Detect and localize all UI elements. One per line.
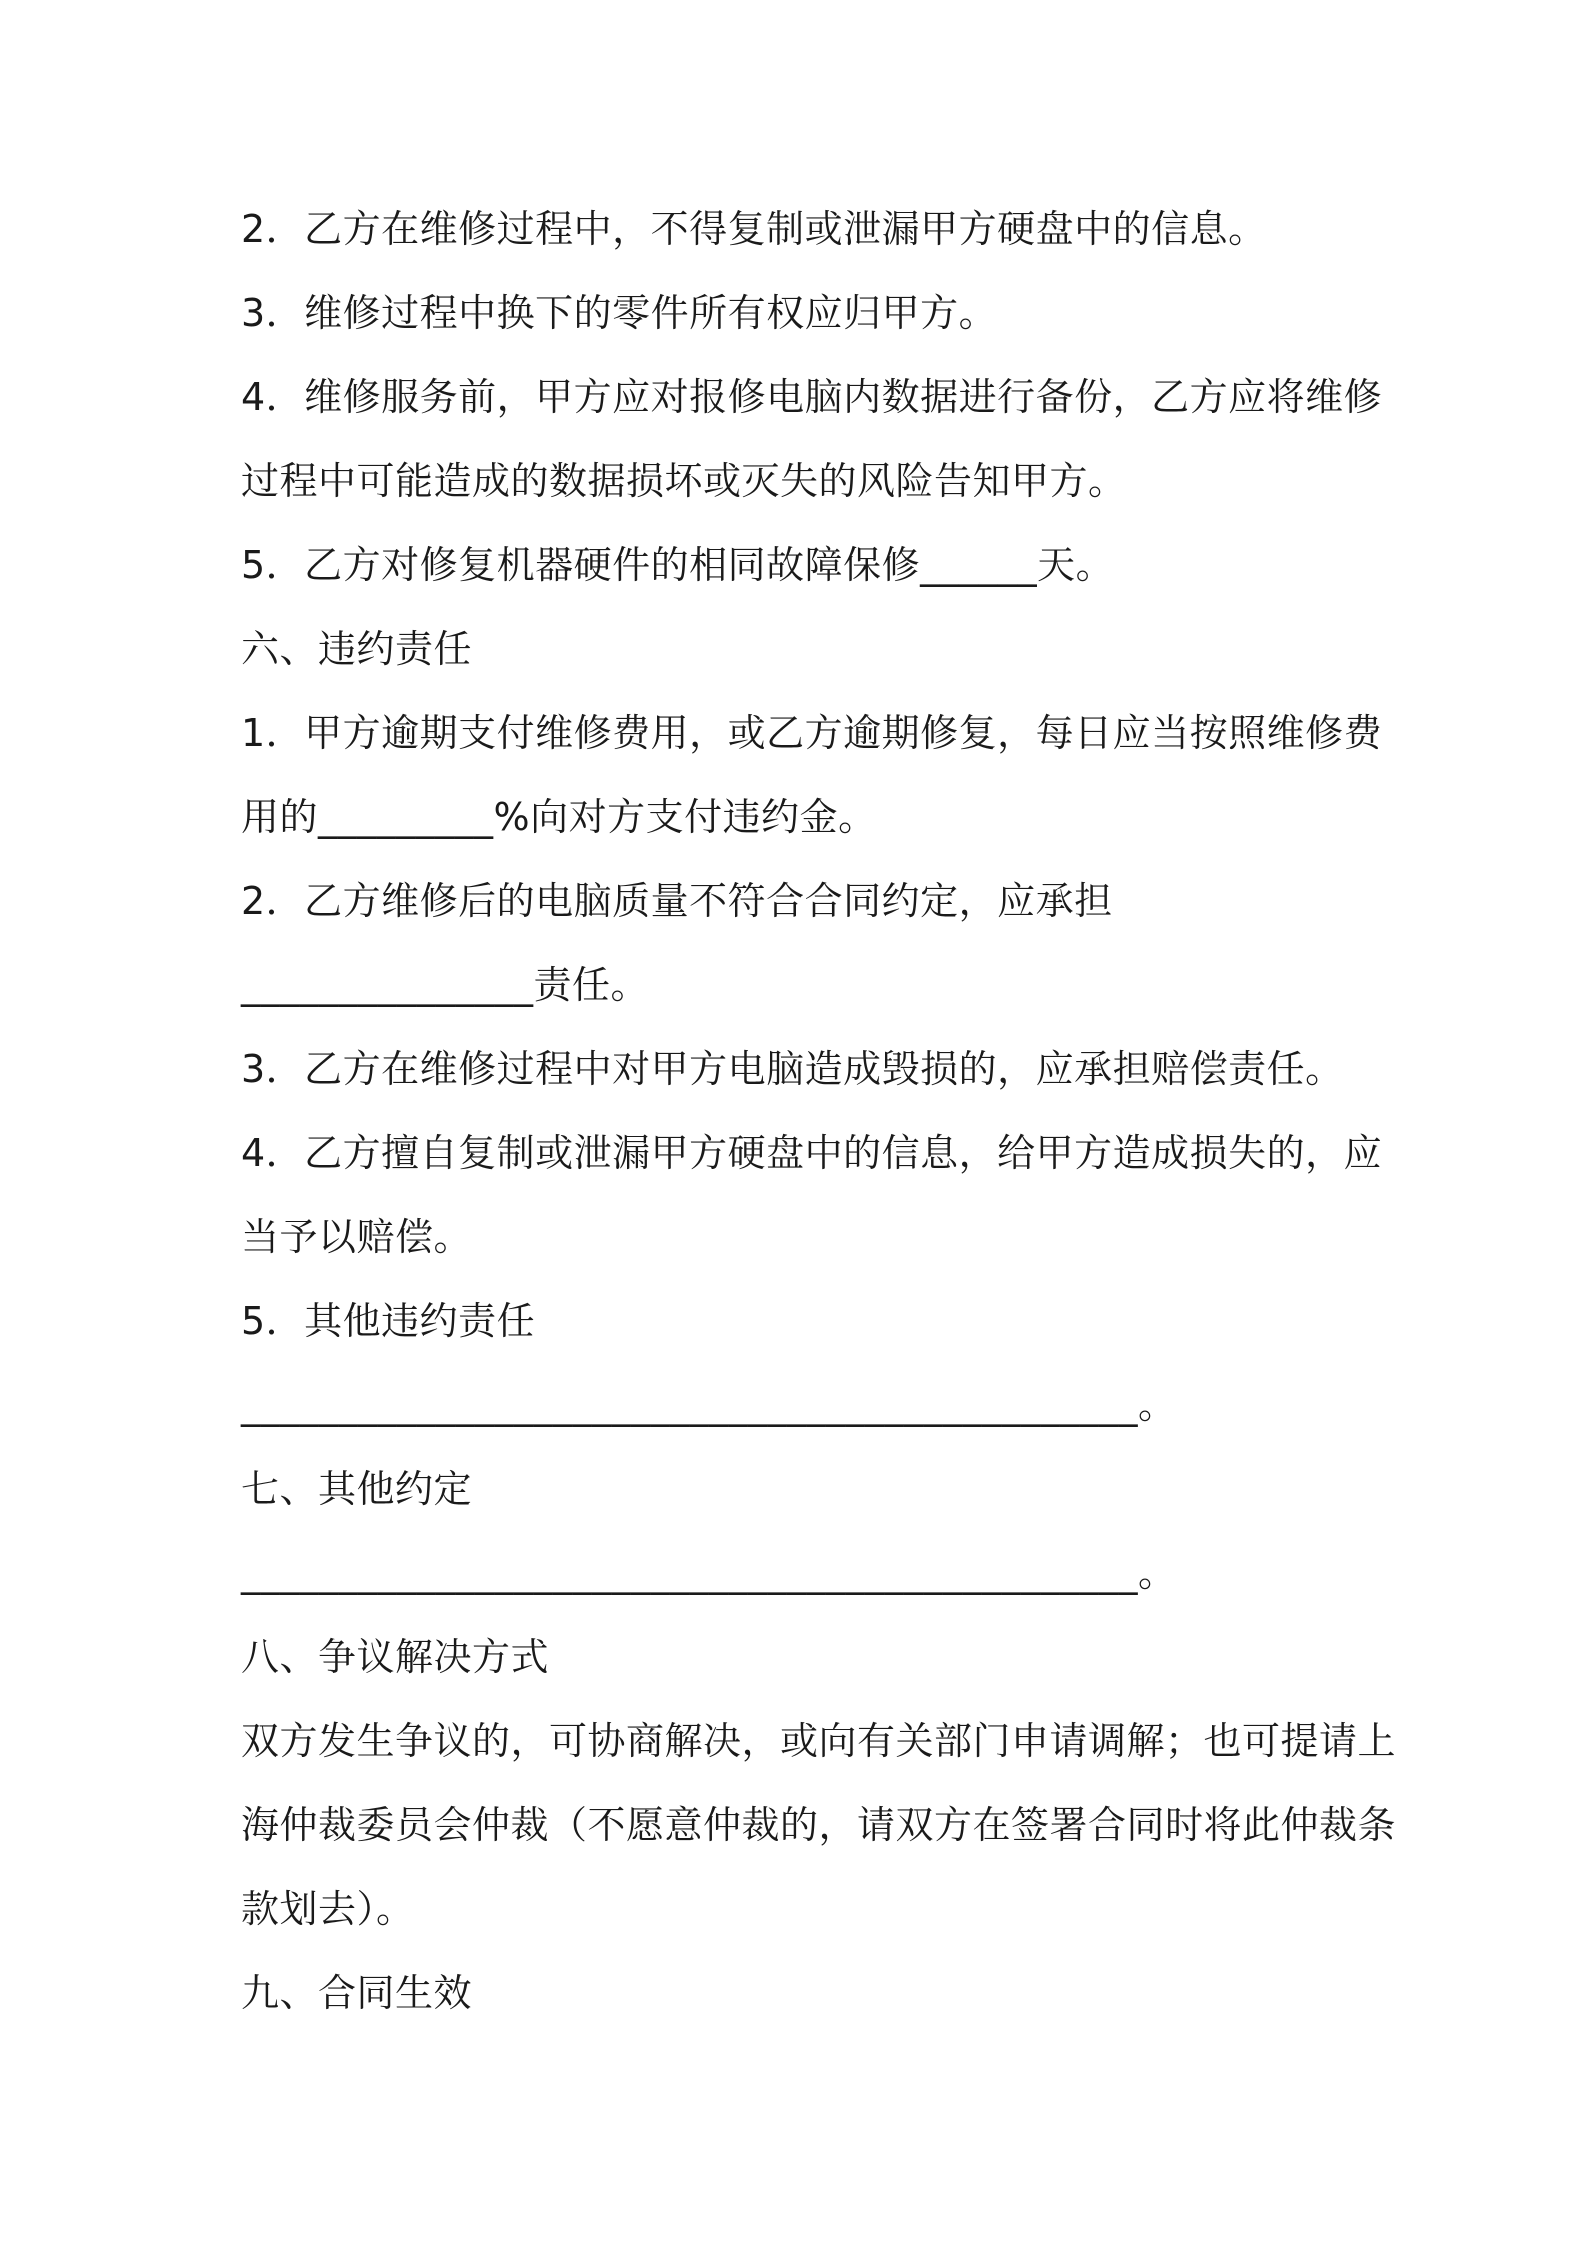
section-heading-6: 六、违约责任 — [241, 627, 473, 671]
section-7-blank: ______________________________________________。 — [241, 1551, 1177, 1595]
section-heading-8: 八、争议解决方式 — [241, 1635, 550, 1679]
clause-6-5-blank: ______________________________________________。 — [241, 1383, 1177, 1427]
clause-5-5: 5．乙方对修复机器硬件的相同故障保修______天。 — [241, 543, 1115, 587]
clause-5-4-line-1: 4．维修服务前，甲方应对报修电脑内数据进行备份，乙方应将维修 — [241, 375, 1383, 419]
clause-6-5: 5．其他违约责任 — [241, 1299, 536, 1343]
clause-5-4-line-2: 过程中可能造成的数据损坏或灭失的风险告知甲方。 — [241, 459, 1127, 503]
clause-6-2-line-2: _______________责任。 — [241, 963, 650, 1007]
section-heading-9: 九、合同生效 — [241, 1971, 473, 2015]
clause-5-3: 3．维修过程中换下的零件所有权应归甲方。 — [241, 291, 998, 335]
clause-6-4-line-2: 当予以赔偿。 — [241, 1215, 473, 1259]
clause-6-1-line-2: 用的_________%向对方支付违约金。 — [241, 795, 877, 839]
clause-6-2-line-1: 2．乙方维修后的电脑质量不符合合同约定，应承担 — [241, 879, 1113, 923]
clause-6-3: 3．乙方在维修过程中对甲方电脑造成毁损的，应承担赔偿责任。 — [241, 1047, 1344, 1091]
section-8-line-1: 双方发生争议的，可协商解决，或向有关部门申请调解；也可提请上 — [241, 1719, 1397, 1763]
section-heading-7: 七、其他约定 — [241, 1467, 473, 1511]
clause-6-1-line-1: 1．甲方逾期支付维修费用，或乙方逾期修复，每日应当按照维修费 — [241, 711, 1383, 755]
clause-6-4-line-1: 4．乙方擅自复制或泄漏甲方硬盘中的信息，给甲方造成损失的，应 — [241, 1131, 1383, 1175]
clause-5-2: 2．乙方在维修过程中，不得复制或泄漏甲方硬盘中的信息。 — [241, 207, 1267, 251]
section-8-line-2: 海仲裁委员会仲裁（不愿意仲裁的，请双方在签署合同时将此仲裁条 — [241, 1803, 1397, 1847]
section-8-line-3: 款划去）。 — [241, 1887, 415, 1931]
